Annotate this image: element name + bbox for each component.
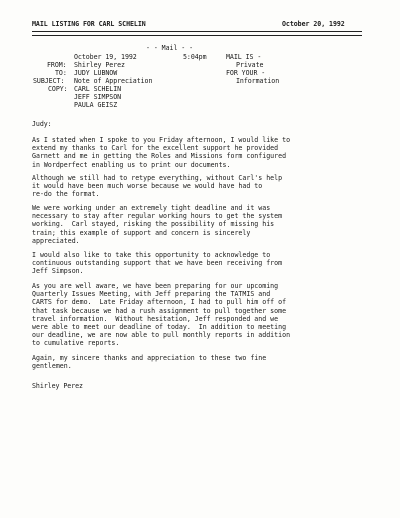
paragraph-line: that task because we had a rush assignment to pull together some — [32, 306, 287, 315]
copy-recipient: JEFF SIMPSON — [74, 93, 122, 101]
paragraph-line: working. Carl stayed, risking the possibility of missing his — [32, 220, 275, 229]
paragraph-line: Although we still had to retype everything, without Carl's help — [32, 174, 283, 182]
paragraph — [32, 204, 372, 245]
paragraph-line: I would also like to take this opportunity to acknowledge to — [32, 251, 271, 259]
paragraph-line: CARTS for demo. Late Friday afternoon, I had to pull him off of — [32, 298, 287, 307]
from-label: FROM: — [47, 61, 67, 69]
paragraph-line: were able to meet our deadline of today. In addition to meeting — [32, 323, 287, 332]
mail-status-line: Private — [236, 61, 264, 69]
paragraph — [32, 282, 372, 348]
from-value: Shirley Perez — [74, 61, 125, 69]
subject-label: SUBJECT: — [33, 77, 65, 85]
paragraph-line: necessary to stay after regular working hours to get the system — [32, 212, 283, 221]
header-rule — [32, 31, 362, 36]
paragraph-line: gentlemen. — [32, 362, 72, 371]
paragraph-line: As you are well aware, we have been preparing for our upcoming — [32, 282, 279, 290]
copy-label: COPY: — [48, 85, 68, 93]
paragraph-line: Quarterly Issues Meeting, with Jeff preparing the TATMIS and — [32, 290, 271, 299]
paragraph-line: Jeff Simpson. — [32, 267, 84, 276]
paragraph — [32, 354, 372, 370]
paragraph-line: it would have been much worse because we would have had to — [32, 182, 263, 191]
mail-status-line: MAIL IS - — [226, 53, 262, 61]
paragraph-line: to cumulative reports. — [32, 339, 120, 348]
paragraph — [32, 251, 372, 276]
to-value: JUDY LUBNOW — [74, 69, 118, 77]
paragraph-line: continuous outstanding support that we have been receiving from — [32, 259, 283, 268]
mail-time: 5:04pm — [183, 53, 207, 61]
paragraph — [32, 174, 372, 199]
paragraph-line: train; this example of support and concern is sincerely — [32, 228, 251, 237]
to-label: TO: — [55, 69, 67, 77]
paragraph-line: re-do the format. — [32, 190, 100, 199]
paragraph-line: travel information. Without hesitation, Jeff responded and we — [32, 314, 279, 323]
copy-recipient: CARL SCHELIN — [74, 85, 122, 93]
listing-title: MAIL LISTING FOR CARL SCHELIN — [32, 20, 146, 28]
paragraph-line: appreciated. — [32, 236, 80, 245]
signature: Shirley Perez — [32, 382, 83, 390]
listing-date: October 20, 1992 — [282, 20, 345, 28]
mail-date: October 19, 1992 — [74, 53, 137, 61]
paragraph-line: extend my thanks to Carl for the excellent support he provided — [32, 144, 279, 153]
paragraph-line: our deadline, we are now able to pull monthly reports in addition — [32, 331, 291, 340]
mail-banner: - - Mail - - — [146, 44, 194, 52]
paragraph — [32, 136, 372, 169]
paragraph-line: As I stated when I spoke to you Friday afternoon, I would like to — [32, 136, 291, 144]
subject-value: Note of Appreciation — [74, 77, 153, 85]
paragraph-line: We were working under an extremely tight deadline and it was — [32, 204, 271, 212]
mail-status-line: Information — [236, 77, 280, 85]
paragraph-line: Again, my sincere thanks and appreciation to these two fine — [32, 354, 267, 362]
salutation: Judy: — [32, 120, 52, 128]
paragraph-line: Garnett and me in getting the Roles and Missions form configured — [32, 152, 287, 161]
paragraph-line: in Wordperfect enabling us to print our documents. — [32, 160, 231, 169]
mail-status-line: FOR YOUR - — [226, 69, 266, 77]
copy-recipient: PAULA GEISZ — [74, 101, 118, 109]
